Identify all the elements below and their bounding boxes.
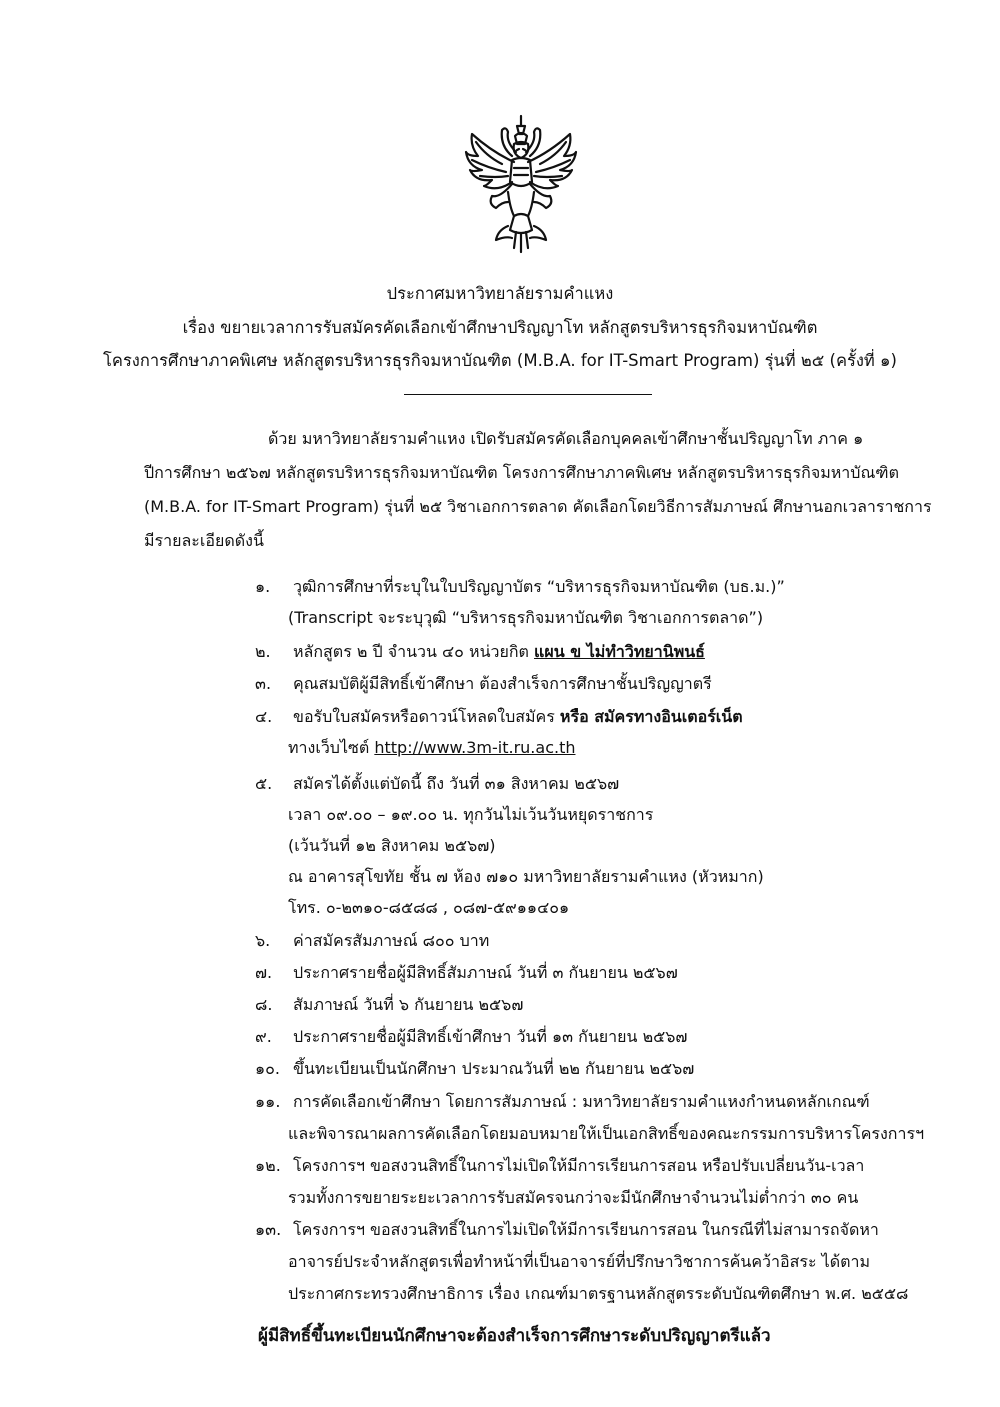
item-number: ๑. bbox=[255, 577, 271, 596]
announcement-issuer: ประกาศมหาวิทยาลัยรามคำแหง bbox=[386, 284, 614, 303]
item-number: ๗. bbox=[255, 963, 273, 982]
list-item-4-cont bbox=[288, 737, 575, 759]
item-number: ๑๑. bbox=[255, 1092, 281, 1111]
list-item-9 bbox=[255, 1026, 687, 1048]
item-bold-text: หรือ สมัครทางอินเตอร์เน็ต bbox=[559, 707, 743, 726]
item-number: ๓. bbox=[255, 674, 272, 693]
list-item-6 bbox=[255, 930, 489, 952]
item-number: ๘. bbox=[255, 995, 273, 1014]
list-item-1 bbox=[255, 576, 785, 598]
item-number: ๑๓. bbox=[255, 1220, 282, 1239]
list-item-12 bbox=[255, 1155, 864, 1177]
item-number: ๔. bbox=[255, 707, 273, 726]
intro-line-1: ด้วย มหาวิทยาลัยรามคำแหง เปิดรับสมัครคัดเลือกบุคคลเข้าศึกษาชั้นปริญญาโท ภาค ๑ bbox=[268, 429, 864, 448]
item-number: ๑๒. bbox=[255, 1156, 281, 1175]
intro-line-3: (M.B.A. for IT-Smart Program) รุ่นที่ ๒๕ วิชาเอกการตลาด คัดเลือกโดยวิธีการสัมภาษณ์ ศึกษานอกเวลาราชการ bbox=[144, 497, 932, 516]
list-item-10 bbox=[255, 1058, 694, 1080]
list-item-8 bbox=[255, 994, 523, 1016]
item-number: ๙. bbox=[255, 1027, 272, 1046]
item-text: วุฒิการศึกษาที่ระบุในใบปริญญาบัตร “บริหารธุรกิจมหาบัณฑิต (บธ.ม.)” bbox=[293, 577, 785, 596]
item-text: คุณสมบัติผู้มีสิทธิ์เข้าศึกษา ต้องสำเร็จการศึกษาชั้นปริญญาตรี bbox=[293, 674, 712, 693]
item-number: ๑๐. bbox=[255, 1059, 281, 1078]
item-number: ๖. bbox=[255, 931, 271, 950]
intro-line-4: มีรายละเอียดดังนี้ bbox=[144, 531, 264, 550]
list-item-13 bbox=[255, 1219, 879, 1241]
announcement-program: โครงการศึกษาภาคพิเศษ หลักสูตรบริหารธุรกิจมหาบัณฑิต (M.B.A. for IT-Smart Program) รุ่นที่ ๒๕ (ครั้งที่ ๑) bbox=[103, 351, 897, 370]
list-item-4 bbox=[255, 706, 743, 728]
list-item-3 bbox=[255, 673, 712, 695]
item-text: โครงการฯ ขอสงวนสิทธิ์ในการไม่เปิดให้มีการเรียนการสอน หรือปรับเปลี่ยนวัน-เวลา bbox=[293, 1156, 865, 1175]
list-item-2 bbox=[255, 641, 705, 663]
list-item-7 bbox=[255, 962, 678, 984]
website-label: ทางเว็บไซต์ bbox=[288, 738, 375, 757]
list-item-12-cont: รวมทั้งการขยายระยะเวลาการรับสมัครจนกว่าจะมีนักศึกษาจำนวนไม่ต่ำกว่า ๓๐ คน bbox=[288, 1188, 859, 1207]
list-item-13-cont: อาจารย์ประจำหลักสูตรเพื่อทำหน้าที่เป็นอาจารย์ที่ปรึกษาวิชาการค้นคว้าอิสระ ได้ตาม bbox=[288, 1252, 870, 1271]
list-item-5 bbox=[255, 773, 619, 795]
item-text: โครงการฯ ขอสงวนสิทธิ์ในการไม่เปิดให้มีการเรียนการสอน ในกรณีที่ไม่สามารถจัดหา bbox=[293, 1220, 879, 1239]
item-number: ๕. bbox=[255, 774, 273, 793]
list-item-5-time: เวลา ๐๙.๐๐ – ๑๙.๐๐ น. ทุกวันไม่เว้นวันหยุดราชการ bbox=[288, 805, 654, 824]
item-text: สมัครได้ตั้งแต่บัดนี้ ถึง วันที่ ๓๑ สิงหาคม ๒๕๖๗ bbox=[293, 774, 620, 793]
intro-line-2: ปีการศึกษา ๒๕๖๗ หลักสูตรบริหารธุรกิจมหาบัณฑิต โครงการศึกษาภาคพิเศษ หลักสูตรบริหารธุรกิจมหาบัณฑิต bbox=[144, 463, 899, 482]
list-item-5-location: ณ อาคารสุโขทัย ชั้น ๗ ห้อง ๗๑๐ มหาวิทยาลัยรามคำแหง (หัวหมาก) bbox=[288, 867, 764, 886]
item-text: ขอรับใบสมัครหรือดาวน์โหลดใบสมัคร bbox=[293, 707, 560, 726]
item-text: การคัดเลือกเข้าศึกษา โดยการสัมภาษณ์ : มหาวิทยาลัยรามคำแหงกำหนดหลักเกณฑ์ bbox=[293, 1092, 870, 1111]
garuda-emblem-icon bbox=[462, 112, 580, 254]
announcement-subject: เรื่อง ขยายเวลาการรับสมัครคัดเลือกเข้าศึกษาปริญญาโท หลักสูตรบริหารธุรกิจมหาบัณฑิต bbox=[182, 318, 818, 337]
item-text: ขึ้นทะเบียนเป็นนักศึกษา ประมาณวันที่ ๒๒ กันยายน ๒๕๖๗ bbox=[293, 1059, 695, 1078]
item-text: ประกาศรายชื่อผู้มีสิทธิ์สัมภาษณ์ วันที่ ๓ กันยายน ๒๕๖๗ bbox=[293, 963, 678, 982]
website-link[interactable]: http://www.3m-it.ru.ac.th bbox=[374, 738, 576, 757]
item-text: สัมภาษณ์ วันที่ ๖ กันยายน ๒๕๖๗ bbox=[293, 995, 524, 1014]
item-text: ค่าสมัครสัมภาษณ์ ๘๐๐ บาท bbox=[293, 931, 490, 950]
list-item-5-phone: โทร. ๐-๒๓๑๐-๘๕๘๘ , ๐๘๗-๕๙๑๑๔๐๑ bbox=[288, 898, 570, 917]
list-item-11 bbox=[255, 1091, 870, 1113]
item-emphasis: แผน ข ไม่ทำวิทยานิพนธ์ bbox=[534, 642, 705, 661]
list-item-5-exception: (เว้นวันที่ ๑๒ สิงหาคม ๒๕๖๗) bbox=[288, 836, 496, 855]
list-item-13-cont-2: ประกาศกระทรวงศึกษาธิการ เรื่อง เกณฑ์มาตรฐานหลักสูตรระดับบัณฑิตศึกษา พ.ศ. ๒๕๕๘ bbox=[288, 1284, 909, 1303]
item-text: หลักสูตร ๒ ปี จำนวน ๔๐ หน่วยกิต bbox=[293, 642, 535, 661]
list-item-11-cont: และพิจารณาผลการคัดเลือกโดยมอบหมายให้เป็นเอกสิทธิ์ของคณะกรรมการบริหารโครงการฯ bbox=[288, 1124, 925, 1143]
list-item-1-cont: (Transcript จะระบุวุฒิ “บริหารธุรกิจมหาบัณฑิต วิชาเอกการตลาด”) bbox=[288, 608, 764, 627]
item-text: ประกาศรายชื่อผู้มีสิทธิ์เข้าศึกษา วันที่ ๑๓ กันยายน ๒๕๖๗ bbox=[293, 1027, 688, 1046]
eligibility-note: ผู้มีสิทธิ์ขึ้นทะเบียนนักศึกษาจะต้องสำเร็จการศึกษาระดับปริญญาตรีแล้ว bbox=[258, 1326, 771, 1346]
header-divider bbox=[404, 394, 652, 395]
item-number: ๒. bbox=[255, 642, 271, 661]
